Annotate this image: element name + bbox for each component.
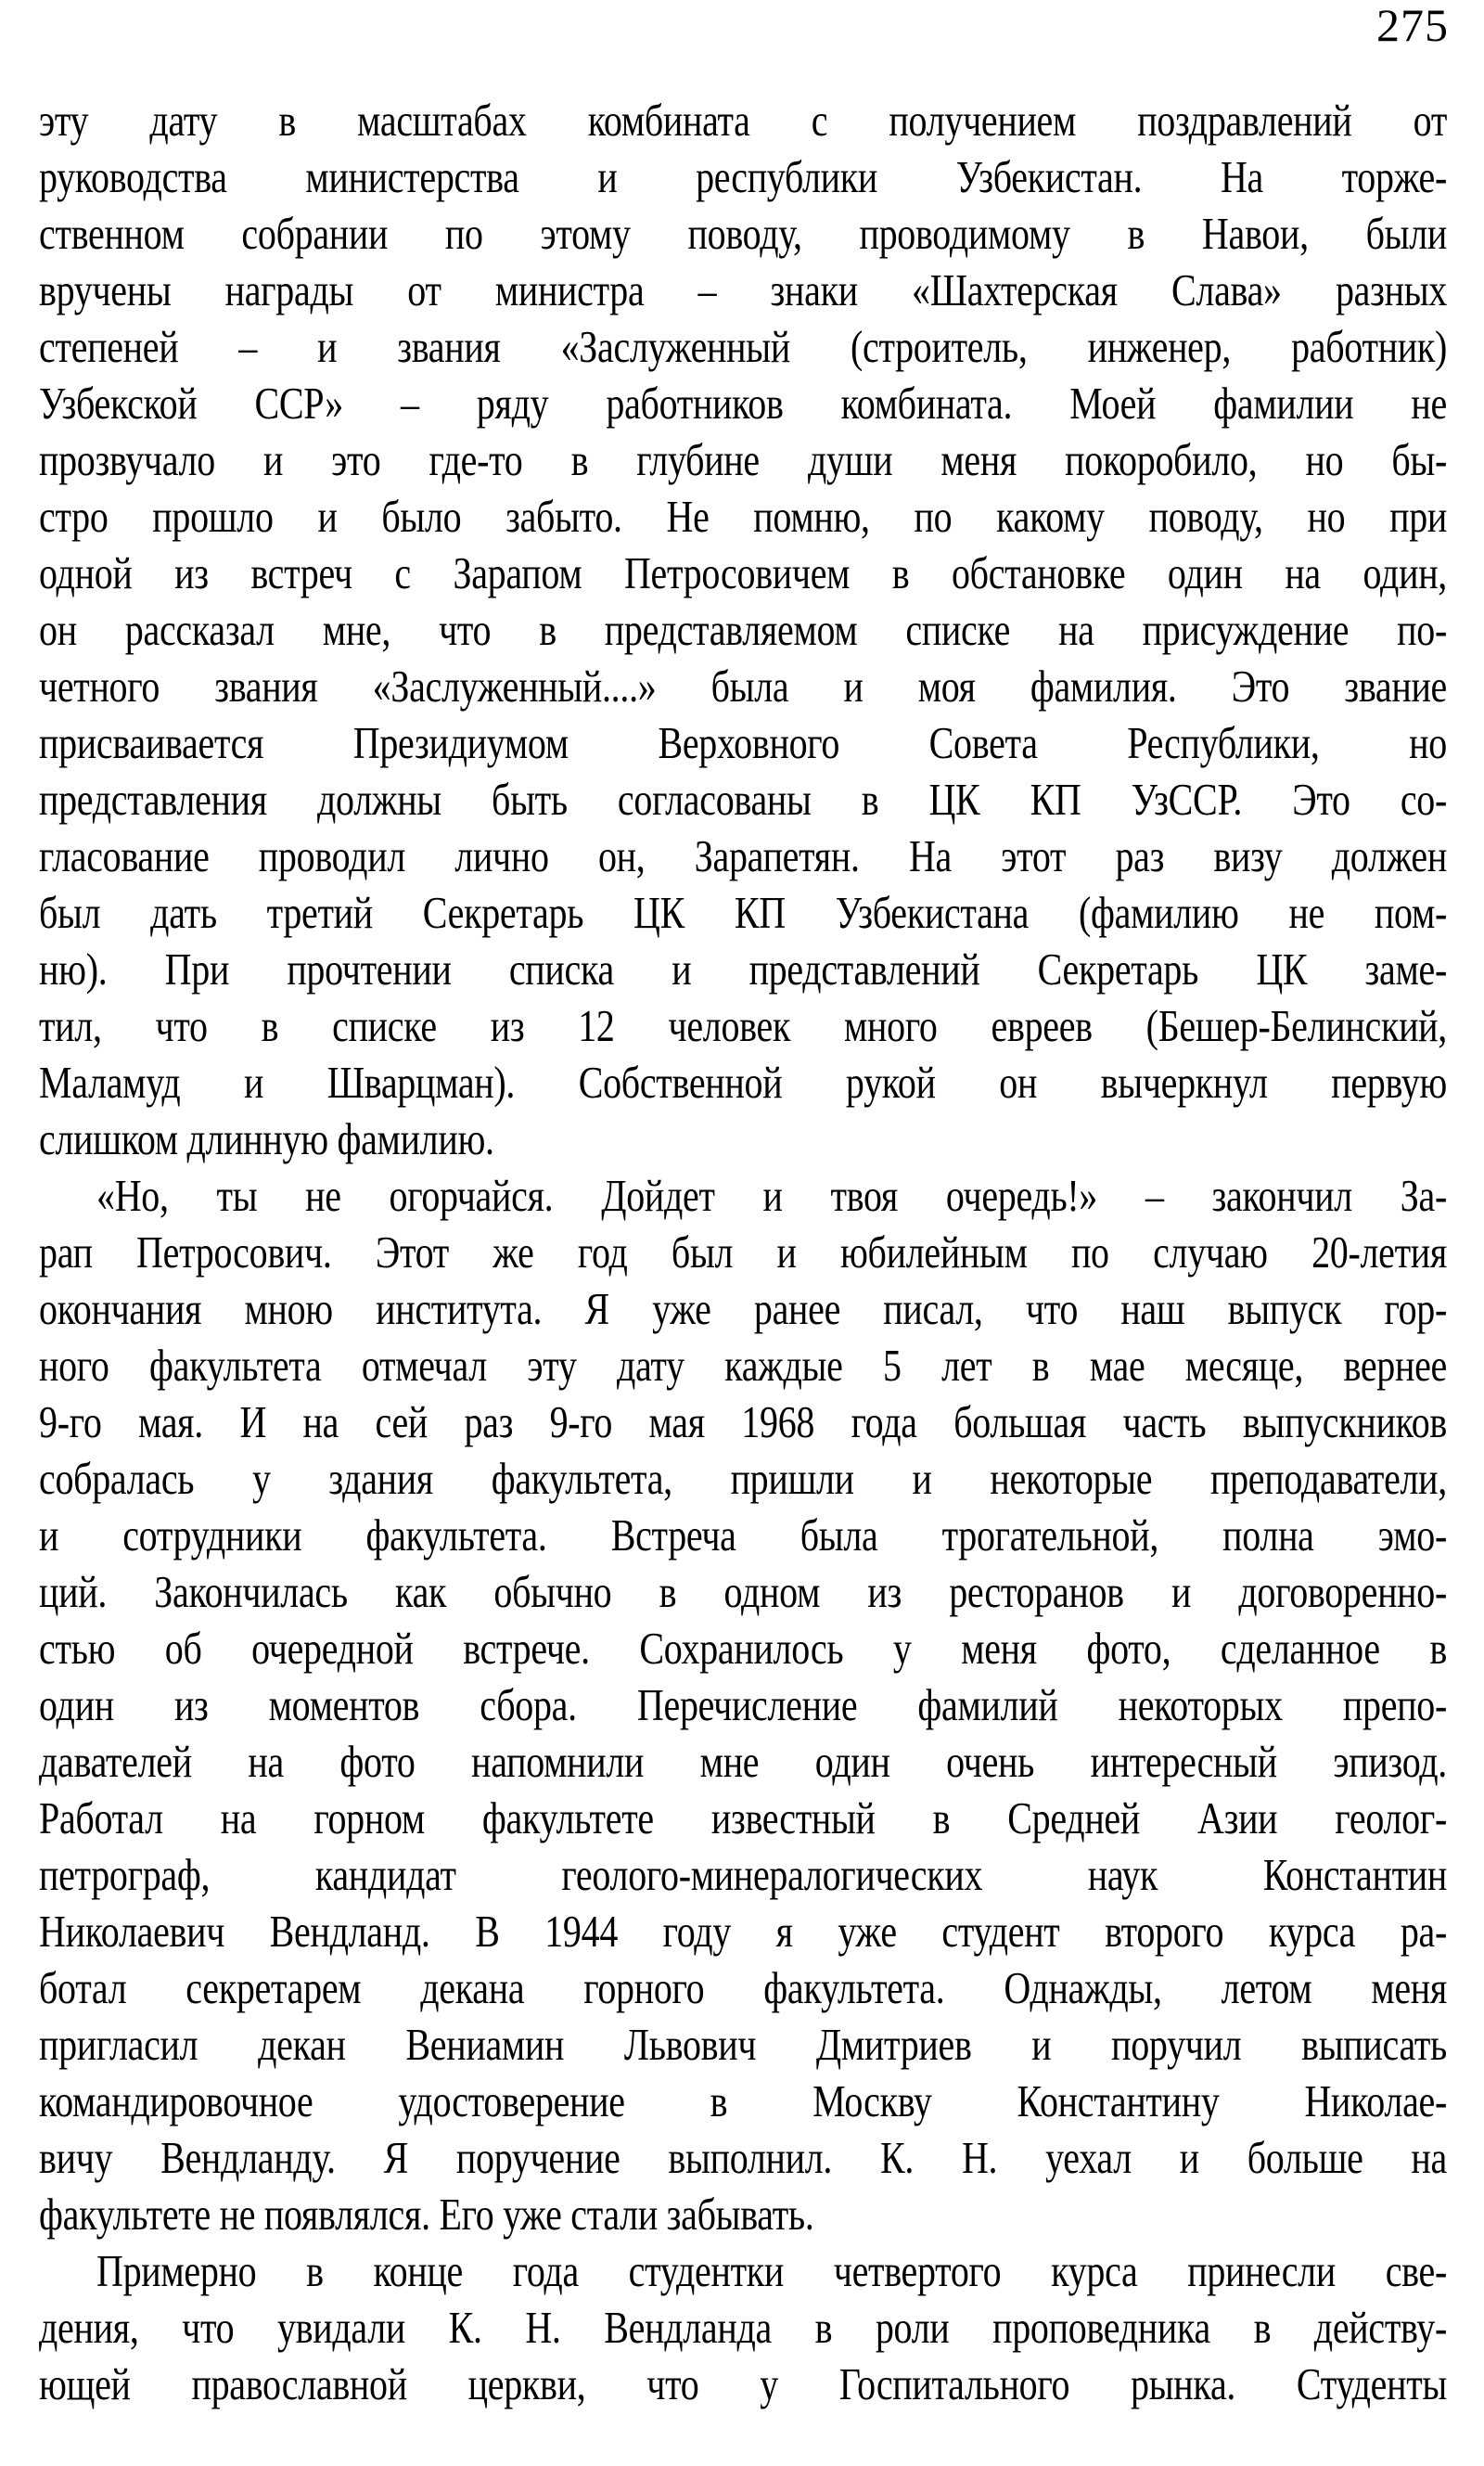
text-line: факультете не появлялся. Его уже стали забывать.	[39, 2189, 814, 2240]
text-line: 9-го мая. И на сей раз 9-го мая 1968 года большая часть выпускников	[39, 1396, 1447, 1447]
text-line: петрограф, кандидат геолого-минералогических наук Константин	[39, 1849, 1447, 1900]
text-line: Работал на горном факультете известный в Средней Азии геолог-	[39, 1792, 1447, 1843]
text-line: он рассказал мне, что в представляемом списке на присуждение по-	[39, 604, 1447, 655]
text-line: командировочное удостоверение в Москву Константину Николае-	[39, 2075, 1447, 2126]
text-line: дения, что увидали К. Н. Вендланда в роли проповедника в действу-	[39, 2302, 1447, 2353]
text-line: степеней – и звания «Заслуженный (строитель, инженер, работник)	[39, 321, 1447, 372]
text-line: был дать третий Секретарь ЦК КП Узбекистана (фамилию не пом-	[39, 887, 1447, 938]
text-line: пригласил декан Вениамин Львович Дмитриев и поручил выписать	[39, 2019, 1447, 2070]
text-line: Примерно в конце года студентки четвертого курса принесли све-	[96, 2245, 1447, 2296]
text-line: прозвучало и это где-то в глубине души меня покоробило, но бы-	[39, 434, 1447, 485]
text-line: ющей православной церкви, что у Госпитального рынка. Студенты	[39, 2358, 1447, 2409]
text-line: ственном собрании по этому поводу, проводимому в Навои, были	[39, 208, 1447, 259]
text-line: слишком длинную фамилию.	[39, 1113, 494, 1164]
text-line: рап Петросович. Этот же год был и юбилейным по случаю 20-летия	[39, 1227, 1447, 1278]
text-line: окончания мною института. Я уже ранее писал, что наш выпуск гор-	[39, 1283, 1447, 1334]
text-line: четного звания «Заслуженный....» была и моя фамилия. Это звание	[39, 661, 1447, 712]
text-line: Маламуд и Шварцман). Собственной рукой он вычеркнул первую	[39, 1057, 1447, 1108]
text-line: ботал секретарем декана горного факультета. Однажды, летом меня	[39, 1962, 1447, 2013]
text-line: и сотрудники факультета. Встреча была трогательной, полна эмо-	[39, 1509, 1447, 1561]
text-line: вичу Вендланду. Я поручение выполнил. К. Н. уехал и больше на	[39, 2132, 1447, 2183]
text-line: давателей на фото напомнили мне один очень интересный эпизод.	[39, 1736, 1447, 1787]
text-line: Николаевич Вендланд. В 1944 году я уже студент второго курса ра-	[39, 1906, 1447, 1957]
text-line: «Но, ты не огорчайся. Дойдет и твоя очередь!» – закончил За-	[96, 1170, 1447, 1221]
text-line: ций. Закончилась как обычно в одном из ресторанов и договоренно-	[39, 1566, 1447, 1617]
text-line: представления должны быть согласованы в ЦК КП УзССР. Это со-	[39, 774, 1447, 825]
text-line: стью об очередной встрече. Сохранилось у меня фото, сделанное в	[39, 1623, 1447, 1674]
text-line: присваивается Президиумом Верховного Совета Республики, но	[39, 717, 1447, 768]
page-text	[39, 95, 1447, 2415]
text-line: гласование проводил лично он, Зарапетян. На этот раз визу должен	[39, 830, 1447, 881]
text-line: Узбекской ССР» – ряду работников комбината. Моей фамилии не	[39, 378, 1447, 429]
text-line: тил, что в списке из 12 человек много евреев (Бешер-Белинский,	[39, 1000, 1447, 1051]
text-line: ного факультета отмечал эту дату каждые 5 лет в мае месяце, вернее	[39, 1340, 1447, 1391]
text-line: одной из встреч с Зарапом Петросовичем в обстановке один на один,	[39, 547, 1447, 598]
text-line: руководства министерства и республики Узбекистан. На торже-	[39, 151, 1447, 202]
text-line: собралась у здания факультета, пришли и некоторые преподаватели,	[39, 1453, 1447, 1504]
text-line: эту дату в масштабах комбината с получением поздравлений от	[39, 95, 1447, 146]
text-line: стро прошло и было забыто. Не помню, по какому поводу, но при	[39, 491, 1447, 542]
text-line: один из моментов сбора. Перечисление фамилий некоторых препо-	[39, 1679, 1447, 1730]
text-line: ню). При прочтении списка и представлений Секретарь ЦК заме-	[39, 944, 1447, 995]
text-line: вручены награды от министра – знаки «Шахтерская Слава» разных	[39, 264, 1447, 315]
page-number: 275	[1376, 0, 1449, 51]
